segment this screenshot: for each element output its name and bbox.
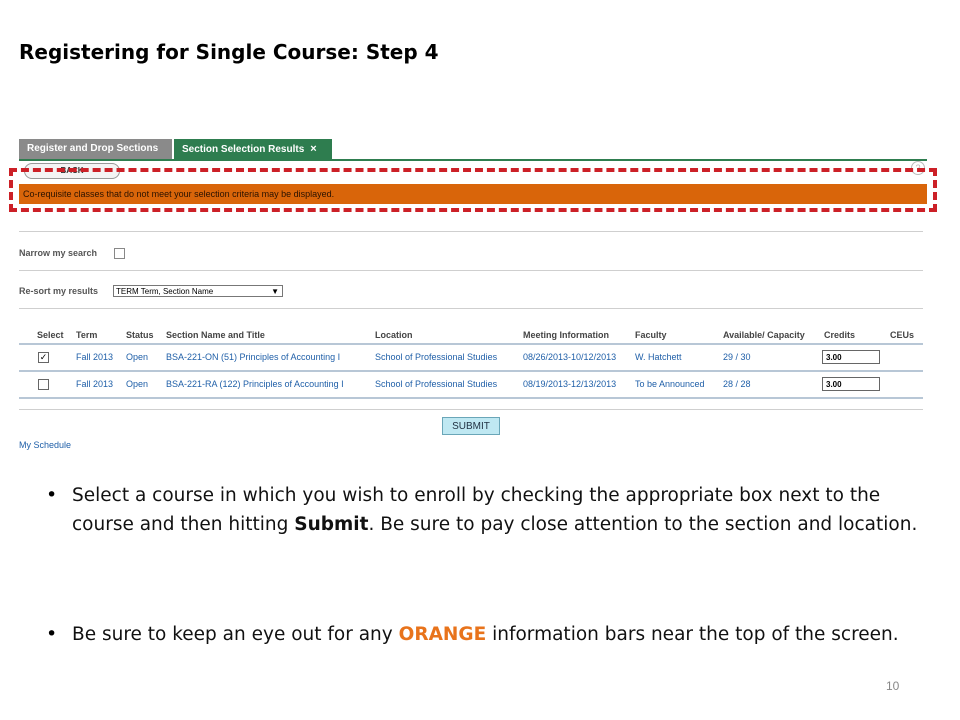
row-location: School of Professional Studies — [375, 379, 498, 389]
tab-label: Section Selection Results — [182, 144, 305, 155]
col-faculty: Faculty — [635, 330, 667, 340]
chevron-down-icon: ▼ — [271, 287, 279, 296]
bullet-1 — [72, 481, 932, 539]
row-status: Open — [126, 352, 149, 362]
col-credits: Credits — [824, 330, 856, 340]
bullet-1-text-end: . Be sure to pay close attention to the section and location. — [368, 514, 918, 535]
resort-label: Re-sort my results — [19, 286, 99, 296]
bullet-icon: • — [46, 623, 58, 645]
info-bar: Co-requisite classes that do not meet your selection criteria may be displayed. — [19, 184, 927, 204]
tab-underline — [19, 159, 927, 161]
row-term: Fall 2013 — [76, 379, 114, 389]
row-credits-input[interactable]: 3.00 — [822, 377, 880, 391]
divider — [19, 409, 923, 410]
help-icon[interactable]: ? — [911, 161, 925, 175]
row-status: Open — [126, 379, 149, 389]
col-term: Term — [76, 330, 98, 340]
row-faculty: To be Announced — [635, 379, 705, 389]
row-location: School of Professional Studies — [375, 352, 498, 362]
row-select-checkbox[interactable]: ✓ — [39, 352, 48, 362]
row-capacity: 28 / 28 — [723, 379, 751, 389]
bullet-icon: • — [46, 484, 58, 506]
col-status: Status — [126, 330, 154, 340]
divider — [19, 270, 923, 271]
col-capacity: Available/ Capacity — [723, 330, 805, 340]
col-location: Location — [375, 330, 413, 340]
my-schedule-link[interactable]: My Schedule — [19, 440, 72, 450]
bullet-2-orange: ORANGE — [398, 624, 487, 645]
bullet-2-text: Be sure to keep an eye out for any — [72, 624, 399, 645]
resort-value: TERM Term, Section Name — [116, 287, 214, 296]
close-icon[interactable]: × — [310, 143, 317, 155]
slide-title: Registering for Single Course: Step 4 — [19, 40, 439, 64]
col-select: Select — [37, 330, 64, 340]
bullet-1-bold: Submit — [294, 514, 369, 535]
tab-section-selection-results[interactable] — [174, 139, 332, 159]
row-separator — [19, 343, 923, 345]
row-section-link[interactable]: BSA-221-ON (51) Principles of Accounting I — [166, 352, 341, 362]
page-number: 10 — [886, 679, 900, 693]
row-separator — [19, 370, 923, 372]
bullet-2 — [72, 620, 932, 649]
row-meeting: 08/19/2013-12/13/2013 — [523, 379, 617, 389]
row-meeting: 08/26/2013-10/12/2013 — [523, 352, 617, 362]
row-faculty: W. Hatchett — [635, 352, 682, 362]
row-capacity: 29 / 30 — [723, 352, 751, 362]
row-separator — [19, 397, 923, 399]
row-term: Fall 2013 — [76, 352, 114, 362]
row-select-checkbox[interactable] — [38, 379, 49, 390]
bullet-1-text: Select a course in which you wish to enroll by checking the appropriate box next to the course and then hitting — [72, 485, 881, 535]
divider — [19, 308, 923, 309]
col-meeting: Meeting Information — [523, 330, 609, 340]
highlight-box — [9, 168, 937, 212]
row-section-link[interactable]: BSA-221-RA (122) Principles of Accounting I — [166, 379, 344, 389]
submit-button[interactable]: SUBMIT — [442, 417, 500, 435]
row-credits-input[interactable]: 3.00 — [822, 350, 880, 364]
col-section: Section Name and Title — [166, 330, 265, 340]
divider — [19, 231, 923, 232]
narrow-search-label: Narrow my search — [19, 248, 98, 258]
bullet-2-text-end: information bars near the top of the screen. — [486, 624, 899, 645]
resort-select[interactable] — [113, 285, 283, 297]
back-button[interactable]: BACK — [24, 163, 120, 179]
narrow-search-checkbox[interactable] — [114, 248, 125, 259]
tab-register-and-drop[interactable]: Register and Drop Sections — [19, 139, 172, 159]
col-ceus: CEUs — [890, 330, 915, 340]
